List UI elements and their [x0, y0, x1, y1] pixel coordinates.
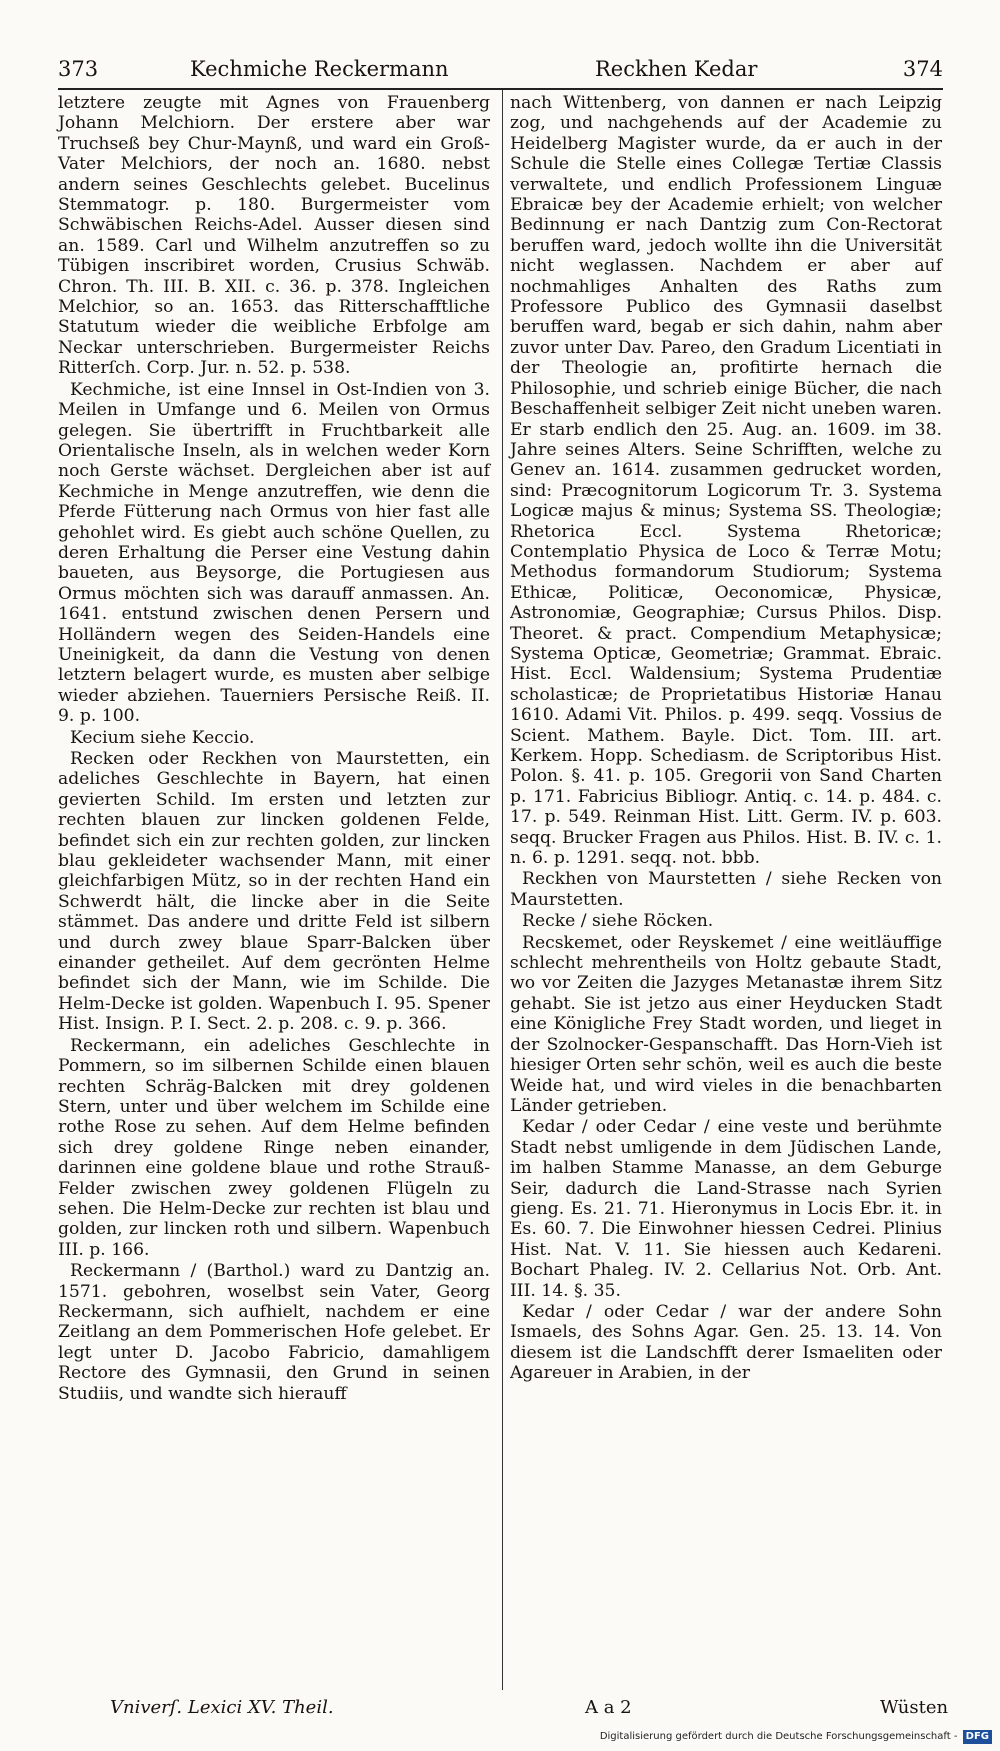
entry-kecium: Kecium siehe Keccio. [70, 727, 255, 748]
sheet-mark: A a 2 [585, 1697, 632, 1718]
catchword: Wüsten [880, 1697, 949, 1718]
page-header [58, 52, 943, 86]
header-rule [58, 88, 943, 90]
right-column [510, 93, 942, 1385]
left-column [58, 93, 490, 1405]
dfg-logo: DFG [963, 1730, 992, 1744]
entry-reckermann-family: Reckermann, ein adeliches Geschlechte in Pommern, so im silbernen Schilde einen blauen rechten Schräg-Balcken mit drey goldenen Stern, unter und über welchem im Schilde eine rothe Rose zu sehen. Auf dem Helme befinden sich drey goldene Ringe neben einander, darinnen eine goldene blaue und rothe Strauß-Felder zwischen zwey goldenen Flügeln zu sehen. Die Helm-Decke zur rechten ist blau und golden, zur lincken roth und silbern. Wapenbuch III. p. 166. [58, 1035, 490, 1260]
entry-recskemet: Recskemet, oder Reyskemet / eine weitläuffige schlecht mehrentheils von Holtz gebaute Stadt, wo vor Zeiten die Jazyges Metanastæ ihrem Sitz gehabt. Sie ist jetzo aus einer Heyducken Stadt eine Königliche Frey Stadt worden, und lieget in der Szolnocker-Gespanschafft. Das Horn-Vieh ist hiesiger Orten sehr schön, weil es auch die beste Weide hat, und wird vieles in die benachbarten Länder getrieben. [510, 932, 942, 1116]
entry-kechmiche: Kechmiche, ist eine Innsel in Ost-Indien von 3. Meilen in Umfange und 6. Meilen von Ormus gelegen. Sie übertrifft in Fruchtbarkeit alle Orientalische Inseln, als in welchen weder Korn noch Gerste wächset. Dergleichen aber ist auf Kechmiche in Menge anzutreffen, wie denn die Pferde Fütterung nach Ormus von hier fast alle gehohlet wird. Es giebt auch schöne Quellen, zu deren Erhaltung die Perser eine Vestung dahin baueten, aus Beysorge, die Portugiesen aus Ormus möchten sich was darauff anmassen. An. 1641. entstund zwischen denen Persern und Holländern wegen des Seiden-Handels eine Uneinigkeit, da dann die Vestung von denen letztern belagert wurde, es musten aber selbige wieder abziehen. Tauerniers Persische Reiß. II. 9. p. 100. [58, 379, 490, 727]
page-number-right: 374 [902, 57, 943, 81]
printer-signature: Vniverſ. Lexici XV. Theil. [110, 1697, 334, 1718]
funding-note [600, 1730, 992, 1744]
entry-reckermann-barthol: Reckermann / (Barthol.) ward zu Dantzig an. 1571. gebohren, woselbst sein Vater, Georg Reckermann, sich aufhielt, nachdem er eine Zeitlang an dem Pommerischen Hofe gelebet. Er legt unter D. Jacobo Fabricio, damahligem Rectore des Gymnasii, den Grund in seinen Studiis, und wandte sich hierauff [58, 1261, 490, 1404]
running-title-left: Kechmiche Reckermann [190, 57, 449, 81]
entry-recken: Recken oder Reckhen von Maurstetten, ein adeliches Geschlechte in Bayern, hat einen gevierten Schild. Im ersten und letzten zur rechten blauen zur lincken goldenen Felde, befindet sich ein zur rechten golden, zur lincken blau gekleideter wachsender Mann, mit einer gleichfarbigen Mütz, so in der rechten Hand ein Schwerdt hält, die lincke aber in die Seite stämmet. Das andere und dritte Feld ist silbern und durch zwey blaue Sparr-Balcken über einander getheilet. Auf dem gecrönten Helme befindet sich der Mann, wie im Schilde. Die Helm-Decke ist golden. Wapenbuch I. 95. Spener Hist. Insign. P. I. Sect. 2. p. 208. c. 9. p. 366. [58, 749, 490, 1035]
entry-continuation-right: nach Wittenberg, von dannen er nach Leipzig zog, und nachgehends auf der Academie zu Heidelberg Magister wurde, da er auch in der Schule die Stelle eines Collegæ Tertiæ Classis verwaltete, und endlich Professionem Linguæ Ebraicæ bey der Academie erhielt; von welcher Bedinnung er nach Dantzig zum Con-Rectorat beruffen ward, jedoch wollte ihn die Universität nicht weglassen. Nachdem er aber auf nochmahliges Anhalten des Raths zum Professore Publico des Gymnasii daselbst beruffen ward, begab er sich dahin, nahm aber zuvor unter Dav. Pareo, den Gradum Licentiati in der Theologie an, profitirte hernach die Philosophie, und schrieb einige Bücher, die nach Beschaffenheit selbiger Zeit nicht uneben waren. Er starb endlich den 25. Aug. an. 1609. im 38. Jahre seines Alters. Seine Schrifften, welche zu Genev an. 1614. zusammen gedrucket worden, sind: Præcognitorum Logicorum Tr. 3. Systema Logicæ majus & minus; Systema SS. Theologiæ; Rhetorica Eccl. Systema Rhetoricæ; Contemplatio Physica de Loco & Terræ Motu; Methodus formandorum Studiorum; Systema Ethicæ, Politicæ, Oeconomicæ, Physicæ, Astronomiæ, Geographiæ; Cursus Philos. Disp. Theoret. & pract. Compendium Metaphysicæ; Systema Opticæ, Geometriæ; Grammat. Ebraic. Hist. Eccl. Waldensium; Systema Prudentiæ scholasticæ; de Proprietatibus Historiæ Hanau 1610. Adami Vit. Philos. p. 499. seqq. Vossius de Scient. Mathem. Bayle. Dict. Tom. III. art. Kerkem. Hopp. Schediasm. de Scriptoribus Hist. Polon. §. 41. p. 105. Gregorii von Sand Charten p. 171. Fabricius Bibliogr. Antiq. c. 14. p. 484. c. 17. p. 549. Reinman Hist. Litt. Germ. IV. p. 603. seqq. Brucker Fragen aus Philos. Hist. B. IV. c. 1. n. 6. p. 1291. seqq. not. bbb. [510, 93, 942, 869]
entry-kedar-son: Kedar / oder Cedar / war der andere Sohn Ismaels, des Sohns Agar. Gen. 25. 13. 14. Von diesem ist die Landschfft derer Ismaeliten oder Agareuer in Arabien, in der [510, 1301, 942, 1384]
entry-reckhen: Reckhen von Maurstetten / siehe Recken von Maurstetten. [510, 869, 942, 910]
running-title-right: Reckhen Kedar [595, 57, 758, 81]
funding-text: Digitalisierung gefördert durch die Deutsche Forschungsgemeinschaft - [599, 1731, 958, 1742]
page-number-left: 373 [58, 57, 99, 81]
entry-kedar-city: Kedar / oder Cedar / eine veste und berühmte Stadt nebst umligende in dem Jüdischen Lande, im halben Stamme Manasse, an dem Geburge Seir, dadurch die Land-Strasse nach Syrien gieng. Es. 21. 71. Hieronymus in Locis Ebr. it. in Es. 60. 7. Die Einwohner hiessen Cedrei. Plinius Hist. Nat. V. 11. Sie hiessen auch Kedareni. Bochart Phaleg. IV. 2. Cellarius Not. Orb. Ant. III. 14. §. 35. [510, 1117, 942, 1301]
entry-continuation: letztere zeugte mit Agnes von Frauenberg Johann Melchiorn. Der erstere aber war Truchseß bey Chur-Maynß, und ward ein Groß-Vater Melchiors, der noch an. 1680. nebst andern seines Geschlechts gelebet. Bucelinus Stemmatogr. p. 180. Burgermeister vom Schwäbischen Reichs-Adel. Ausser diesen sind an. 1589. Carl und Wilhelm anzutreffen so zu Tübigen inscribiret worden, Crusius Schwäb. Chron. Th. III. B. XII. c. 36. p. 378. Ingleichen Melchior, so an. 1653. das Ritterschafftliche Statutum wieder die weibliche Erbfolge am Neckar unterschrieben. Burgermeister Reichs Ritterſch. Corp. Jur. n. 52. p. 538. [58, 93, 490, 379]
entry-recke: Recke / siehe Röcken. [522, 911, 714, 932]
column-divider [502, 90, 503, 1690]
